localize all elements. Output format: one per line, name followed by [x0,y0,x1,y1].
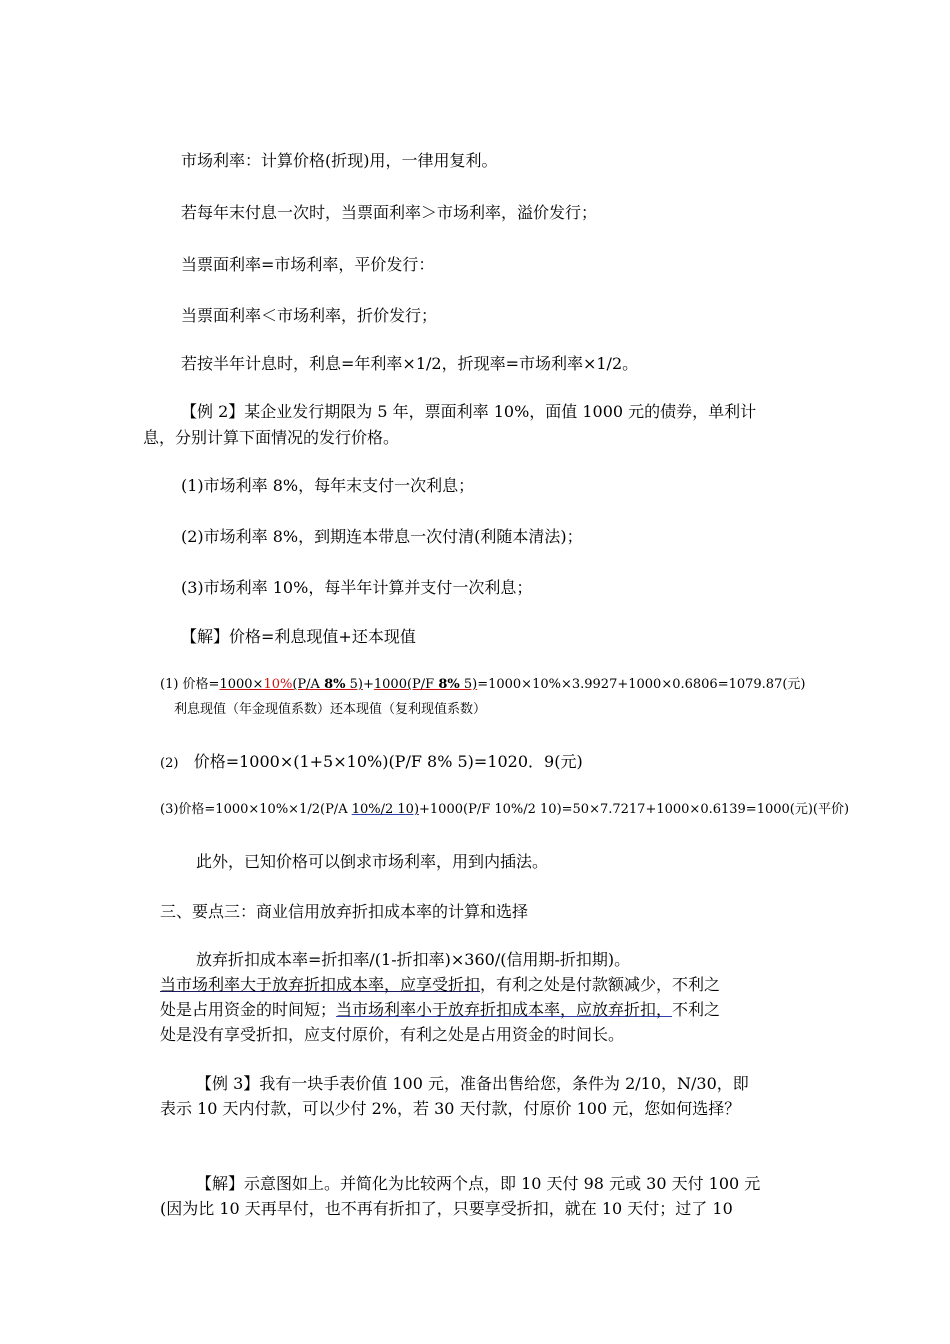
formula-text: 1000× [219,677,264,692]
example-3-heading: 【例 3】我有一块手表价值 100 元，准备出售给您，条件为 2/10，N/30，即 [196,1074,749,1093]
formula-text: (P/A [292,677,325,692]
text-line: (2)市场利率 8%，到期连本带息一次付清(利随本清法)； [181,527,583,546]
formula-text: 10%/2 10) [351,802,420,817]
formula-text: 价格=1000×(1+5×10%)(P/F 8% 5)=1020．9(元) [193,752,583,771]
text-line: 若按半年计息时，利息=年利率×1/2，折现率=市场利率×1/2。 [181,354,639,373]
emphasis-text: 当市场利率大于放弃折扣成本率，应享受折扣 [160,975,481,994]
formula-text: (3)价格=1000×10%×1/2(P/A [160,802,352,817]
text-line: (1)市场利率 8%，每年末支付一次利息； [181,476,475,495]
text: 处是占用资金的时间短； [160,1000,337,1019]
solution-heading: 【解】价格=利息现值+还本现值 [181,627,416,646]
formula-annotation: 利息现值（年金现值系数）还本现值（复利现值系数） [174,702,487,717]
formula-text: 8% [438,677,460,692]
text-line: 息，分别计算下面情况的发行价格。 [143,428,400,447]
formula-text: 5) [345,677,363,692]
text-line: 当票面利率=市场利率，平价发行： [181,255,435,274]
text-line: 表示 10 天内付款，可以少付 2%，若 30 天付款，付原价 100 元，您如何选择？ [160,1099,741,1118]
solution-heading: 【解】示意图如上。并简化为比较两个点，即 10 天付 98 元或 30 天付 100 元 [196,1174,761,1193]
text-line: (3)市场利率 10%，每半年计算并支付一次利息； [181,578,533,597]
emphasis-text: 当市场利率小于放弃折扣成本率，应放弃折扣， [336,1000,673,1019]
example-2-heading: 【例 2】某企业发行期限为 5 年，票面利率 10%，面值 1000 元的债券，单利计 [181,402,757,421]
text-line: (因为比 10 天再早付，也不再有折扣了，只要享受折扣，就在 10 天付；过了 10 [160,1199,733,1218]
formula-text: 1000(P/F [373,677,439,692]
text-line: 市场利率：计算价格(折现)用，一律用复利。 [181,151,498,170]
text-line: 当票面利率＜市场利率，折价发行； [181,306,438,325]
formula-text: 8% [324,677,346,692]
text-line: 若每年末付息一次时，当票面利率＞市场利率，溢价发行； [181,203,598,222]
text-line: 此外，已知价格可以倒求市场利率，用到内插法。 [196,852,549,871]
text: 不利之 [672,1000,721,1019]
formula-text: (2) [160,756,179,771]
text-line: 处是没有享受折扣，应支付原价，有利之处是占用资金的时间长。 [160,1025,625,1044]
formula-line-3 [160,801,849,819]
formula-text: 5) [459,677,478,692]
formula-text: =1000×10%×3.9927+1000×0.6806=1079.87(元) [477,677,806,692]
formula-line-1 [160,676,806,694]
formula-discount-cost: 放弃折扣成本率=折扣率/(1-折扣率)×360/(信用期-折扣期)。 [196,950,631,969]
text: ，有利之处是付款额减少，不利之 [480,975,721,994]
formula-text: +1000(P/F 10%/2 10)=50×7.7217+1000×0.6139=1000(元)(平价) [419,802,850,817]
text-line [160,999,720,1021]
formula-text: + [362,677,374,692]
formula-line-2 [160,751,583,773]
formula-text: (1) 价格= [160,677,220,692]
formula-text: 10% [263,677,293,692]
section-heading: 三、要点三：商业信用放弃折扣成本率的计算和选择 [160,902,529,921]
text-line [160,974,720,996]
